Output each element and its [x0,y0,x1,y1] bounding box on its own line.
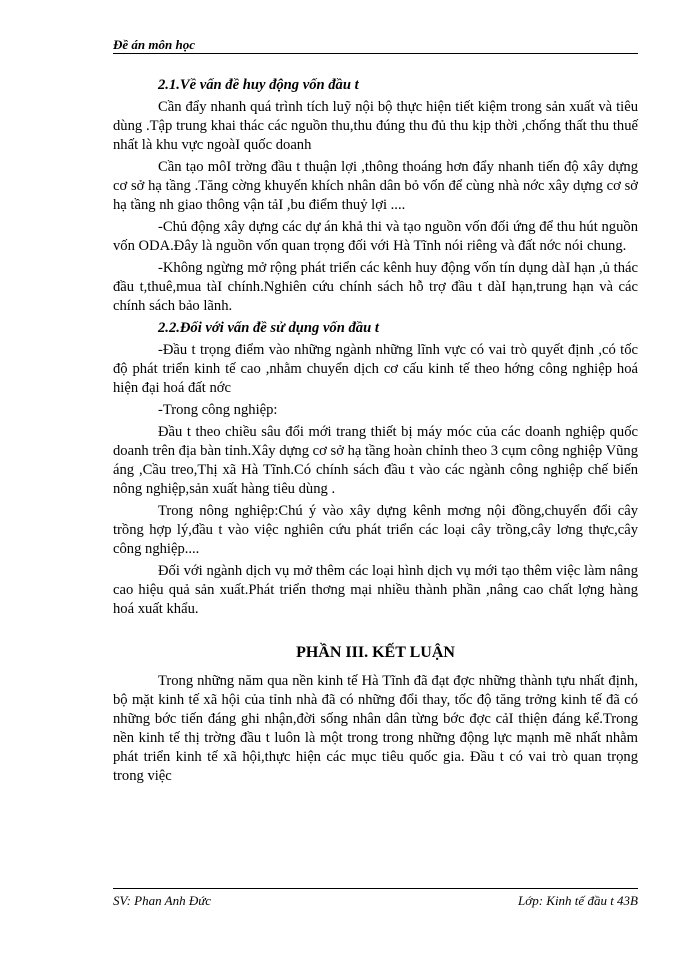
paragraph: -Không ngừng mở rộng phát triển các kênh huy động vốn tín dụng dàI hạn ,ủ thác đầu t,thuê,mua tàI chính.Nghiên cứu chính sách hỗ trợ đầu t dàI hạn,trung hạn và các chính sách bảo lãnh. [113,260,638,314]
class-name: Lớp: Kinh tế đầu t 43B [518,893,638,908]
paragraph: Cần tạo môI trờng đầu t thuận lợi ,thông thoáng hơn đẩy nhanh tiến độ xây dựng cơ sở hạ tầng .Tăng cờng khuyến khích nhân dân bỏ vốn để cùng nhà nớc xây dựng cơ sở hạ tầng nh giao thông vận tảI ,bu điểm thuỷ lợi .... [113,159,638,213]
page-header: Đề án môn học [113,37,195,52]
footer-rule [113,888,638,889]
paragraph: Trong nông nghiệp:Chú ý vào xây dựng kênh mơng nội đồng,chuyển đổi cây trồng hợp lý,đầu t vào việc nghiên cứu phát triển các loại cây trồng,cây lơng thực,cây công nghiệp.... [113,503,638,557]
section-heading-2-2: 2.2.Đối với vấn đề sử dụng vốn đầu t [158,320,379,336]
part-title: PHẦN III. KẾT LUẬN [296,644,455,661]
student-name: SV: Phan Anh Đức [113,893,212,908]
paragraph: -Đầu t trọng điểm vào những ngành những lĩnh vực có vai trò quyết định ,có tốc độ phát triển kinh tế cao ,nhằm chuyển dịch cơ cấu kinh tế theo hớng công nghiệp hoá hiện đại hoá đất nớc [113,342,638,396]
paragraph: Đầu t theo chiều sâu đổi mới trang thiết bị máy móc của các doanh nghiệp quốc doanh trên địa bàn tỉnh.Xây dựng cơ sở hạ tầng hoàn chỉnh theo 3 cụm công nghiệp Vũng áng ,Cầu treo,Thị xã Hà Tĩnh.Có chính sách đầu t vào các ngành công nghiệp chế biến nông nghiệp,sản xuất hàng tiêu dùng . [113,424,638,497]
header-rule [113,53,638,54]
paragraph: Đối với ngành dịch vụ mở thêm các loại hình dịch vụ mới tạo thêm việc làm nâng cao hiệu quả sản xuất.Phát triển thơng mại nhiều thành phần ,nâng cao chất lợng hàng hoá xuất khẩu. [113,563,638,617]
page-footer [113,893,638,911]
section-heading-2-1: 2.1.Về vấn đề huy động vốn đầu t [158,77,359,93]
document-body [113,76,638,789]
paragraph: -Chủ động xây dựng các dự án khả thi và tạo nguồn vốn đối ứng để thu hút nguồn vốn ODA.Đây là nguồn vốn quan trọng đối với Hà Tĩnh nói riêng và đất nớc nói chung. [113,219,638,254]
paragraph: Cần đẩy nhanh quá trình tích luỹ nội bộ thực hiện tiết kiệm trong sản xuất và tiêu dùng .Tập trung khai thác các nguồn thu,thu đúng thu đủ thu kịp thời ,chống thất thu thuế nhất là khu vực ngoàI quốc doanh [113,99,638,153]
paragraph: Trong những năm qua nền kinh tế Hà Tĩnh đã đạt đợc những thành tựu nhất định, bộ mặt kinh tế xã hội của tỉnh nhà đã có những đổi thay, tốc độ tăng trởng kinh tế đã có những bớc tiến đáng ghi nhận,đời sống nhân dân từng bớc đợc cảI thiện đáng kể.Trong nền kinh tế thị trờng đầu t luôn là một trong trong những động lực mạnh mẽ nhất nhằm phát triển kinh tế xã hội,thực hiện các mục tiêu quốc gia. Đầu t có vai trò quan trọng trong việc [113,673,638,784]
paragraph: -Trong công nghiệp: [158,402,278,418]
